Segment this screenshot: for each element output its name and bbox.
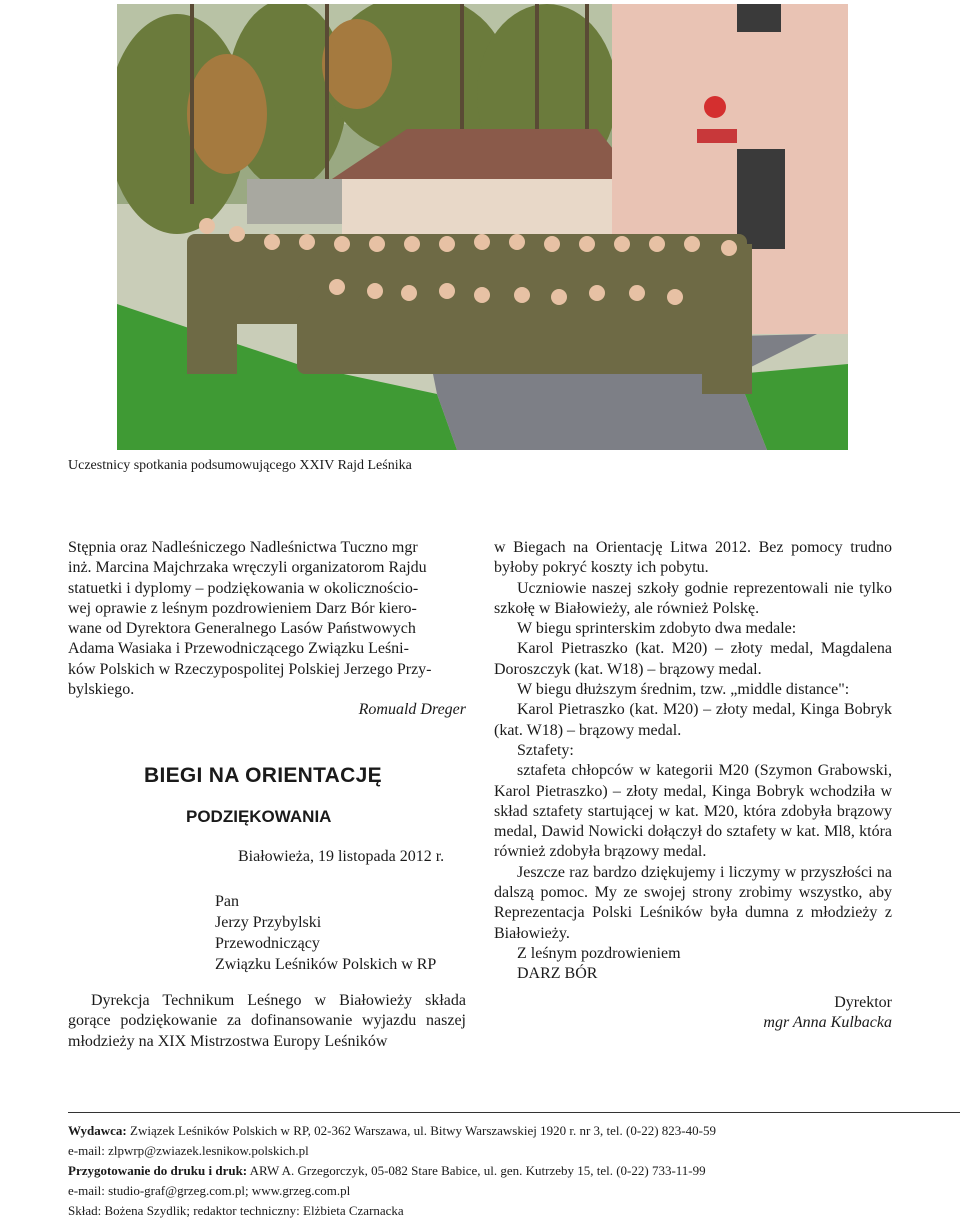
group-photo-image [117, 4, 848, 450]
letter-paragraph: w Biegach na Orientację Litwa 2012. Bez pomocy trudno byłoby pokryć koszty ich pobytu. [494, 539, 892, 577]
signer-title: Dyrektor [834, 993, 892, 1011]
intro-line: wane od Dyrektora Generalnego Lasów Państwowych [68, 620, 416, 638]
intro-line: inż. Marcina Majchrzaka wręczyli organizatorom Rajdu [68, 559, 427, 577]
intro-line: wej oprawie z leśnym pozdrowieniem Darz Bór kiero- [68, 599, 417, 617]
signer-name: mgr Anna Kulbacka [763, 1013, 892, 1031]
letter-paragraph: W biegu dłuższym średnim, tzw. „middle distance": [517, 681, 850, 699]
addressee-line: Pan [215, 893, 239, 910]
letter-paragraph: Jeszcze raz bardzo dziękujemy i liczymy w przyszłości na dalszą pomoc. My ze swojej strony zrobimy wszystko, aby Reprezentacja Polski Leśników była dumna z młodzieży z Białowieży. [494, 863, 892, 942]
imprint-print-email: e-mail: studio-graf@grzeg.com.pl; www.grzeg.com.pl [68, 1183, 351, 1198]
letter-body-start: Dyrekcja Technikum Leśnego w Białowieży składa gorące podziękowanie za dofinansowanie wyjazdu naszej młodzieży na XIX Mistrzostwa Europy Leśników [68, 992, 466, 1050]
imprint-print [68, 1161, 948, 1181]
photo-caption: Uczestnicy spotkania podsumowującego XXIV Rajd Leśnika [68, 458, 412, 473]
intro-line: Stępnia oraz Nadleśniczego Nadleśnictwa Tuczno mgr [68, 539, 418, 556]
intro-line: statuetki i dyplomy – podziękowania w okolicznościo- [68, 579, 419, 597]
intro-line: Adama Wasiaka i Przewodniczącego Związku Leśni- [68, 640, 409, 658]
article-author: Romuald Dreger [358, 701, 466, 719]
letter-paragraph: Uczniowie naszej szkoły godnie reprezentowali nie tylko szkołę w Białowieży, ale również Polskę. [494, 579, 892, 617]
intro-paragraph [68, 538, 466, 700]
letter-paragraph: sztafeta chłopców w kategorii M20 (Szymon Grabowski, Karol Pietraszko) – złoty medal, Kinga Bobryk wchodziła w skład sztafety startującej w kat. M20, która zdobyła brązowy medal, Dawid Nowicki dołączył do sztafety w kat. Ml8, która również zdobyła brązowy medal. [494, 762, 892, 861]
letter-darz-bor: DARZ BÓR [517, 965, 598, 983]
letter-place-date: Białowieża, 19 listopada 2012 r. [238, 848, 445, 865]
section-heading: BIEGI NA ORIENTACJĘ [144, 764, 382, 787]
imprint-publisher-email: e-mail: zlpwrp@zwiazek.lesnikow.polskich.pl [68, 1143, 309, 1158]
footer-divider [68, 1112, 960, 1113]
imprint-print-text: ARW A. Grzegorczyk, 05-082 Stare Babice, ul. gen. Kutrzeby 15, tel. (0-22) 733-11-99 [247, 1163, 706, 1178]
letter-paragraph: W biegu sprinterskim zdobyto dwa medale: [517, 620, 797, 638]
imprint-publisher-text: Związek Leśników Polskich w RP, 02-362 Warszawa, ul. Bitwy Warszawskiej 1920 r. nr 3, tel. (0-22) 823-40-59 [126, 1123, 716, 1138]
intro-line: ków Polskich w Rzeczypospolitej Polskiej Jerzego Przy- [68, 660, 432, 678]
imprint-publisher-label: Wydawca: [68, 1123, 127, 1138]
right-column [494, 538, 892, 1033]
letter-greeting: Z leśnym pozdrowieniem [517, 944, 681, 962]
letter-addressee [215, 891, 436, 975]
letter-paragraph: Karol Pietraszko (kat. M20) – złoty medal, Magdalena Doroszczyk (kat. W18) – brązowy medal. [494, 640, 892, 678]
letter-paragraph: Karol Pietraszko (kat. M20) – złoty medal, Kinga Bobryk (kat. W18) – brązowy medal. [494, 701, 892, 739]
imprint-print-label: Przygotowanie do druku i druk: [68, 1163, 248, 1178]
imprint-composition: Skład: Bożena Szydlik; redaktor techniczny: Elżbieta Czarnacka [68, 1203, 404, 1218]
letter-paragraph: Sztafety: [517, 741, 574, 759]
group-photo [117, 4, 848, 450]
addressee-line: Jerzy Przybylski [215, 914, 322, 931]
left-column [68, 538, 466, 721]
addressee-line: Przewodniczący [215, 935, 320, 952]
imprint-footer [68, 1121, 948, 1221]
addressee-line: Związku Leśników Polskich w RP [215, 956, 437, 973]
imprint-publisher [68, 1121, 948, 1141]
section-subheading: PODZIĘKOWANIA [186, 807, 332, 826]
intro-line: bylskiego. [68, 681, 135, 699]
